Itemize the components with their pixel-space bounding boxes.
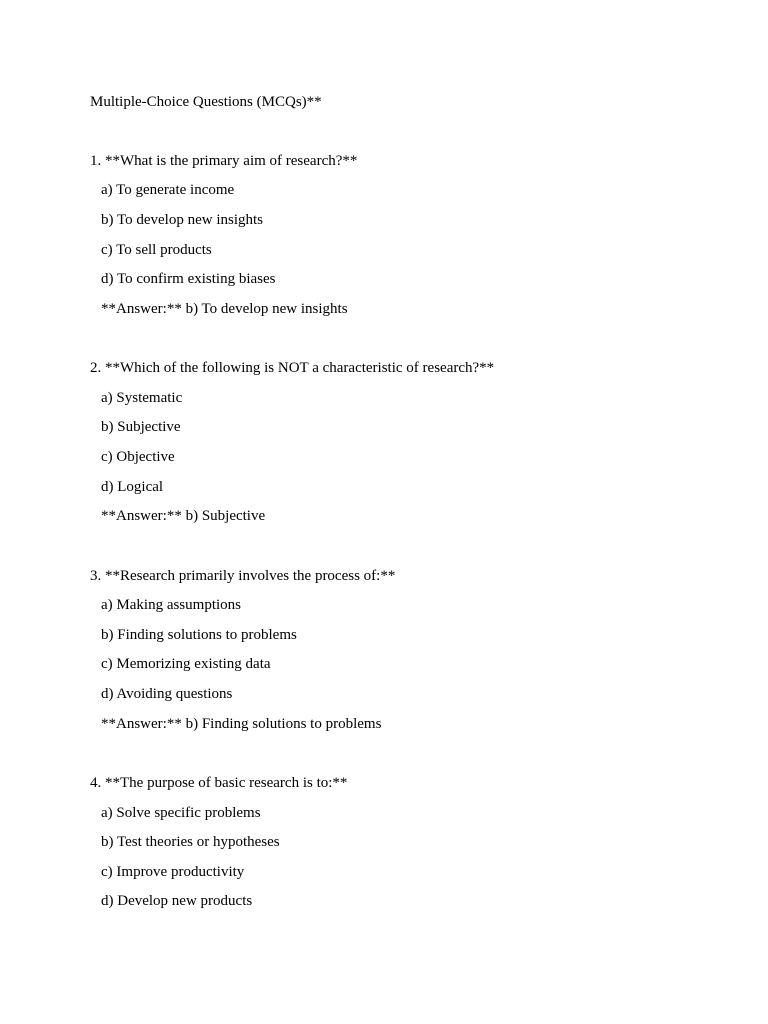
question-3-option-a: a) Making assumptions: [101, 597, 241, 613]
question-4-prompt: 4. **The purpose of basic research is to:**: [90, 775, 348, 791]
question-2-option-b: b) Subjective: [101, 419, 181, 435]
question-2-option-c: c) Objective: [101, 449, 175, 465]
question-2-prompt: 2. **Which of the following is NOT a characteristic of research?**: [90, 360, 495, 376]
question-1-option-c: c) To sell products: [101, 242, 212, 258]
question-3-option-c: c) Memorizing existing data: [101, 656, 271, 672]
question-1-answer: **Answer:** b) To develop new insights: [101, 301, 348, 317]
question-4-option-d: d) Develop new products: [101, 893, 253, 909]
question-3-answer: **Answer:** b) Finding solutions to problems: [101, 716, 382, 732]
question-3-option-b: b) Finding solutions to problems: [101, 627, 297, 643]
question-4-option-a: a) Solve specific problems: [101, 805, 261, 821]
question-1-option-d: d) To confirm existing biases: [101, 271, 276, 287]
document-heading: Multiple-Choice Questions (MCQs)**: [90, 94, 322, 110]
question-1-option-a: a) To generate income: [101, 182, 235, 198]
question-2-option-d: d) Logical: [101, 479, 164, 495]
question-1-prompt: 1. **What is the primary aim of research?**: [90, 153, 358, 169]
question-3-option-d: d) Avoiding questions: [101, 686, 233, 702]
question-2-option-a: a) Systematic: [101, 390, 183, 406]
question-4-option-b: b) Test theories or hypotheses: [101, 834, 280, 850]
question-4-option-c: c) Improve productivity: [101, 864, 245, 880]
question-3-prompt: 3. **Research primarily involves the process of:**: [90, 568, 396, 584]
question-1-option-b: b) To develop new insights: [101, 212, 263, 228]
question-2-answer: **Answer:** b) Subjective: [101, 508, 266, 524]
